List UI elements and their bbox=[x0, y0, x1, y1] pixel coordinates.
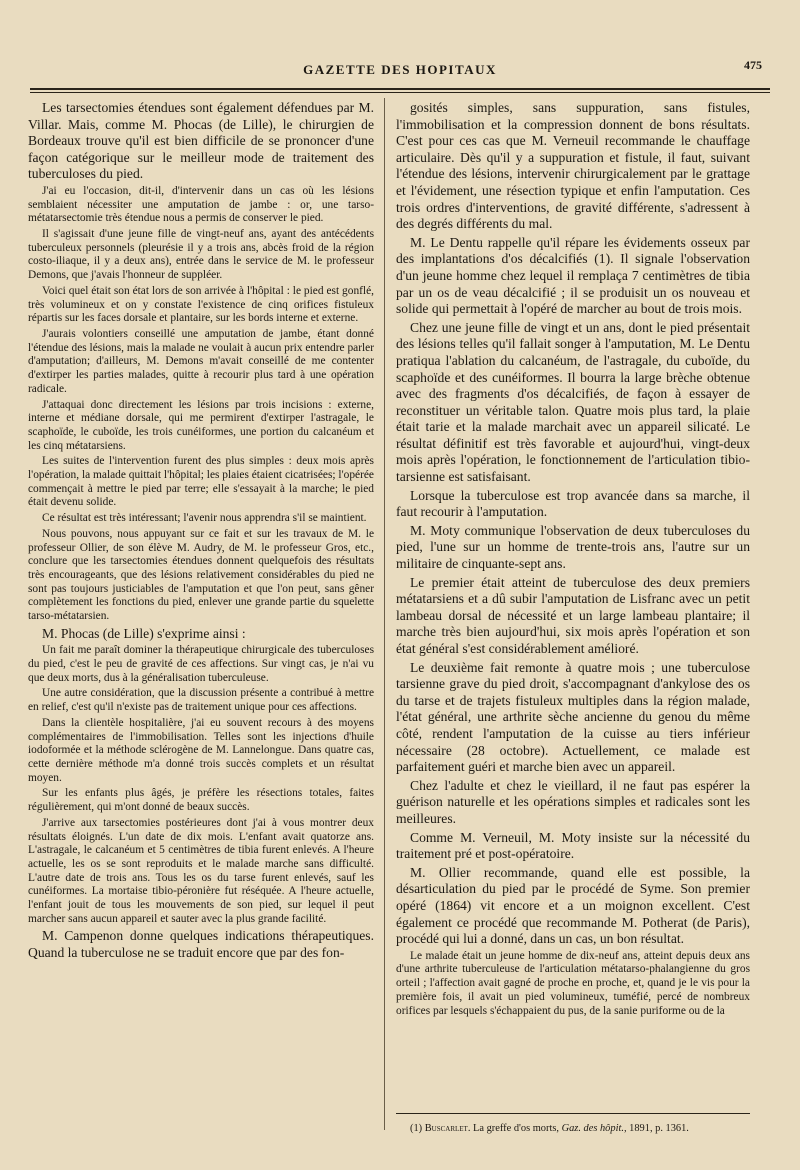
column-divider bbox=[384, 98, 385, 1130]
paragraph: Une autre considération, que la discussion présente a contribué à mettre en relief, c'est qu'il n'existe pas de traitement unique pour ces affections. bbox=[28, 687, 374, 714]
footnote-rule bbox=[396, 1113, 750, 1114]
paragraph: Le deuxième fait remonte à quatre mois ; une tuberculose tarsienne grave du pied droit, s'accompagnant d'ankylose des os du tarse et de trajets fistuleux multiples dans la région malade, l'état général, une arthrite sèche ancienne du genou du même côté, rendent l'amputation de la cuisse au tiers inférieur nécessaire (28 octobre). Actuellement, ce malade est parfaitement guéri et marche bien avec un appareil. bbox=[396, 659, 750, 775]
paragraph: gosités simples, sans suppuration, sans fistules, l'immobilisation et la compression donnent de bons résultats. C'est pour ces cas que M. Verneuil recommande le chauffage articulaire. Dès qu'il y a suppuration et fistule, il faut, suivant l'étendue des lésions, intervenir chirurgicalement par le grattage et l'évidement, une résection typique et enfin l'amputation. Ces trois ordres d'interventions, de gravité différente, s'adressent à des degrés différents du mal. bbox=[396, 100, 750, 232]
paragraph: Comme M. Verneuil, M. Moty insiste sur la nécessité du traitement pré et post-opératoire. bbox=[396, 829, 750, 862]
paragraph: Un fait me paraît dominer la thérapeutique chirurgicale des tuberculoses du pied, c'est le peu de gravité de ces affections. Sur vingt cas, je n'ai vu que deux morts, dus à la généralisation tuberculeuse. bbox=[28, 644, 374, 684]
running-title: GAZETTE DES HOPITAUX bbox=[303, 62, 497, 77]
footnote-ref: 1891, p. 1361. bbox=[629, 1123, 689, 1134]
footnote-journal: Gaz. des hôpit., bbox=[561, 1123, 627, 1134]
paragraph: J'attaquai donc directement les lésions par trois incisions : externe, interne et médiane dorsale, qui me permirent d'extirper l'astragale, le scaphoïde, le cuboïde, les trois cunéiformes, une portion du calcanéum et les cinq métatarsiens. bbox=[28, 398, 374, 452]
paragraph: Nous pouvons, nous appuyant sur ce fait et sur les travaux de M. le professeur Ollier, de son élève M. Audry, de M. le professeur Gros, etc., conclure que les tarsectomies étendues donnent quelquefois des résultats très encourageants, que des lésions relativement considérables du pied ne sont pas toujours justiciables de l'amputation et que l'on peut, sans gêner complètement les fonctions du pied, enlever une grande partie du squelette tarso-métatarsien. bbox=[28, 527, 374, 623]
paragraph: Le premier était atteint de tuberculose des deux premiers métatarsiens et a dû subir l'amputation de Lisfranc avec un petit lambeau dorsal de nécessité et un large lambeau plantaire; il marche très bien aujourd'hui, six mois après l'opération et son état général s'est considérablement amélioré. bbox=[396, 574, 750, 656]
footnote bbox=[410, 1122, 750, 1135]
page-number: 475 bbox=[744, 58, 762, 72]
left-column bbox=[28, 100, 374, 964]
paragraph: Ce résultat est très intéressant; l'avenir nous apprendra s'il se maintient. bbox=[42, 512, 367, 525]
paragraph: M. Phocas (de Lille) s'exprime ainsi : bbox=[42, 625, 246, 641]
paragraph: Chez l'adulte et chez le vieillard, il ne faut pas espérer la guérison naturelle et les opérations simples et radicales sont les meilleures. bbox=[396, 777, 750, 826]
paragraph: Les tarsectomies étendues sont également défendues par M. Villar. Mais, comme M. Phocas (de Lille), le chirurgien de Bordeaux trouve qu'il est bien difficile de se prononcer d'une façon catégorique sur le meilleur mode de traitement des tuberculoses du pied. bbox=[28, 100, 374, 182]
paragraph: Les suites de l'intervention furent des plus simples : deux mois après l'opération, la malade quittait l'hôpital; les plaies étaient cicatrisées; l'opérée commençait à mettre le pied par terre; elle s'essayait à la marche; le pied était devenu solide. bbox=[28, 455, 374, 509]
paragraph: M. Campenon donne quelques indications thérapeutiques. Quand la tuberculose ne se traduit encore que par des fon- bbox=[28, 928, 374, 961]
paragraph: J'ai eu l'occasion, dit-il, d'intervenir dans un cas où les lésions semblaient nécessiter une amputation de jambe : or, une tarso-métatarsectomie très étendue nous a permis de conserver le pied. bbox=[28, 184, 374, 225]
paragraph: J'arrive aux tarsectomies postérieures dont j'ai à vous montrer deux résultats éloignés. L'un date de dix mois. L'enfant avait quatorze ans. L'astragale, le calcanéum et 5 centimètres de tibia furent enlevés. A l'heure actuelle, les os se sont reproduits et le malade marche sans difficulté. L'autre date de trois ans. Tous les os du tarse furent enlevés, sauf les cunéiformes. La mortaise tibio-péronière fut réséquée. A l'heure actuelle, l'enfant jouit de tous les mouvements de son pied, sur lequel il peut marcher sans aucun appareil et sauter avec la plus grande facilité. bbox=[28, 816, 374, 925]
footnote-text: La greffe d'os morts, bbox=[473, 1123, 559, 1134]
paragraph: Le malade était un jeune homme de dix-neuf ans, atteint depuis deux ans d'une arthrite tuberculeuse de l'articulation métatarso-phalangienne du gros orteil ; l'affection avait gagné de proche en proche, et, quand je le vis pour la première fois, il avait un pied volumineux, tuméfié, percé de nombreux orifices par lesquels s'échappaient du pus, de la sanie puriforme ou de la bbox=[396, 949, 750, 1017]
footnote-author: Buscarlet. bbox=[424, 1123, 471, 1134]
paragraph: Dans la clientèle hospitalière, j'ai eu souvent recours à des moyens complémentaires de l'immobilisation. Telles sont les injections d'huile iodoformée et la méthode sclérogène de M. Lannelongue. Dans quatre cas, cette dernière méthode m'a donné trois succès complets et un résultat moyen. bbox=[28, 716, 374, 784]
right-column bbox=[396, 100, 750, 1020]
paragraph: M. Le Dentu rappelle qu'il répare les évidements osseux par des implantations d'os décalcifiés (1). Il signale l'observation d'un jeune homme chez lequel il remplaça 7 centimètres de tibia par un os de veau décalcifié ; il se produisit un os nouveau et solide qui permettait à l'opéré de marcher au bout de trois mois. bbox=[396, 234, 750, 317]
header-rule bbox=[30, 88, 770, 90]
footnote-marker: (1) bbox=[410, 1123, 423, 1134]
paragraph: Il s'agissait d'une jeune fille de vingt-neuf ans, ayant des antécédents tuberculeux personnels (pleurésie il y a trois ans, abcès froid de la région costo-iliaque, il y a deux ans), entrée dans le service de M. le professeur Demons, que j'avais l'honneur de suppléer. bbox=[28, 228, 374, 282]
paragraph: M. Ollier recommande, quand elle est possible, la désarticulation du pied par le procédé de Syme. Son premier opéré (1864) vit encore et a un moignon excellent. C'est également ce procédé que recommande M. Potherat (de Paris), procédé qui lui a donné, dans un cas, un bon résultat. bbox=[396, 864, 750, 947]
paragraph: J'aurais volontiers conseillé une amputation de jambe, étant donné l'étendue des lésions, mais la malade ne voulait à aucun prix entendre parler d'amputation; d'ailleurs, M. Demons m'avait conseillé de me contenter d'extirper les parties malades, quitte à recourir plus tard à une opération radicale. bbox=[28, 328, 374, 395]
paragraph: Sur les enfants plus âgés, je préfère les résections totales, faites régulièrement, qui m'ont donné de beaux succès. bbox=[28, 787, 374, 814]
page-header bbox=[30, 58, 770, 80]
paragraph: Chez une jeune fille de vingt et un ans, dont le pied présentait des lésions telles qu'il fallait songer à l'amputation, M. Le Dentu pratiqua l'ablation du calcanéum, de l'astragale, du cuboïde, du scaphoïde et des cunéiformes. Il bourra la large brèche obtenue avec des fragments d'os décalcifiés, de façon à essayer de reconstituer un véritable talon. Quatre mois plus tard, la plaie était tarie et la malade marchait avec un appareil silicaté. Le résultat définitif est très favorable et aujourd'hui, vingt-deux mois après l'opération, le fonctionnement de l'articulation tibio-tarsienne est satisfaisant. bbox=[396, 319, 750, 485]
paragraph: M. Moty communique l'observation de deux tuberculoses du pied, l'une sur un homme de trente-trois ans, l'autre sur un militaire de cinquante-sept ans. bbox=[396, 522, 750, 572]
header-rule-thin bbox=[30, 92, 770, 93]
paragraph: Lorsque la tuberculose est trop avancée dans sa marche, il faut recourir à l'amputation. bbox=[396, 487, 750, 520]
paragraph: Voici quel était son état lors de son arrivée à l'hôpital : le pied est gonflé, très volumineux et on y constate l'existence de cinq orifices fistuleux répartis sur les faces dorsale et plantaire, sur les bords interne et externe. bbox=[28, 284, 374, 325]
